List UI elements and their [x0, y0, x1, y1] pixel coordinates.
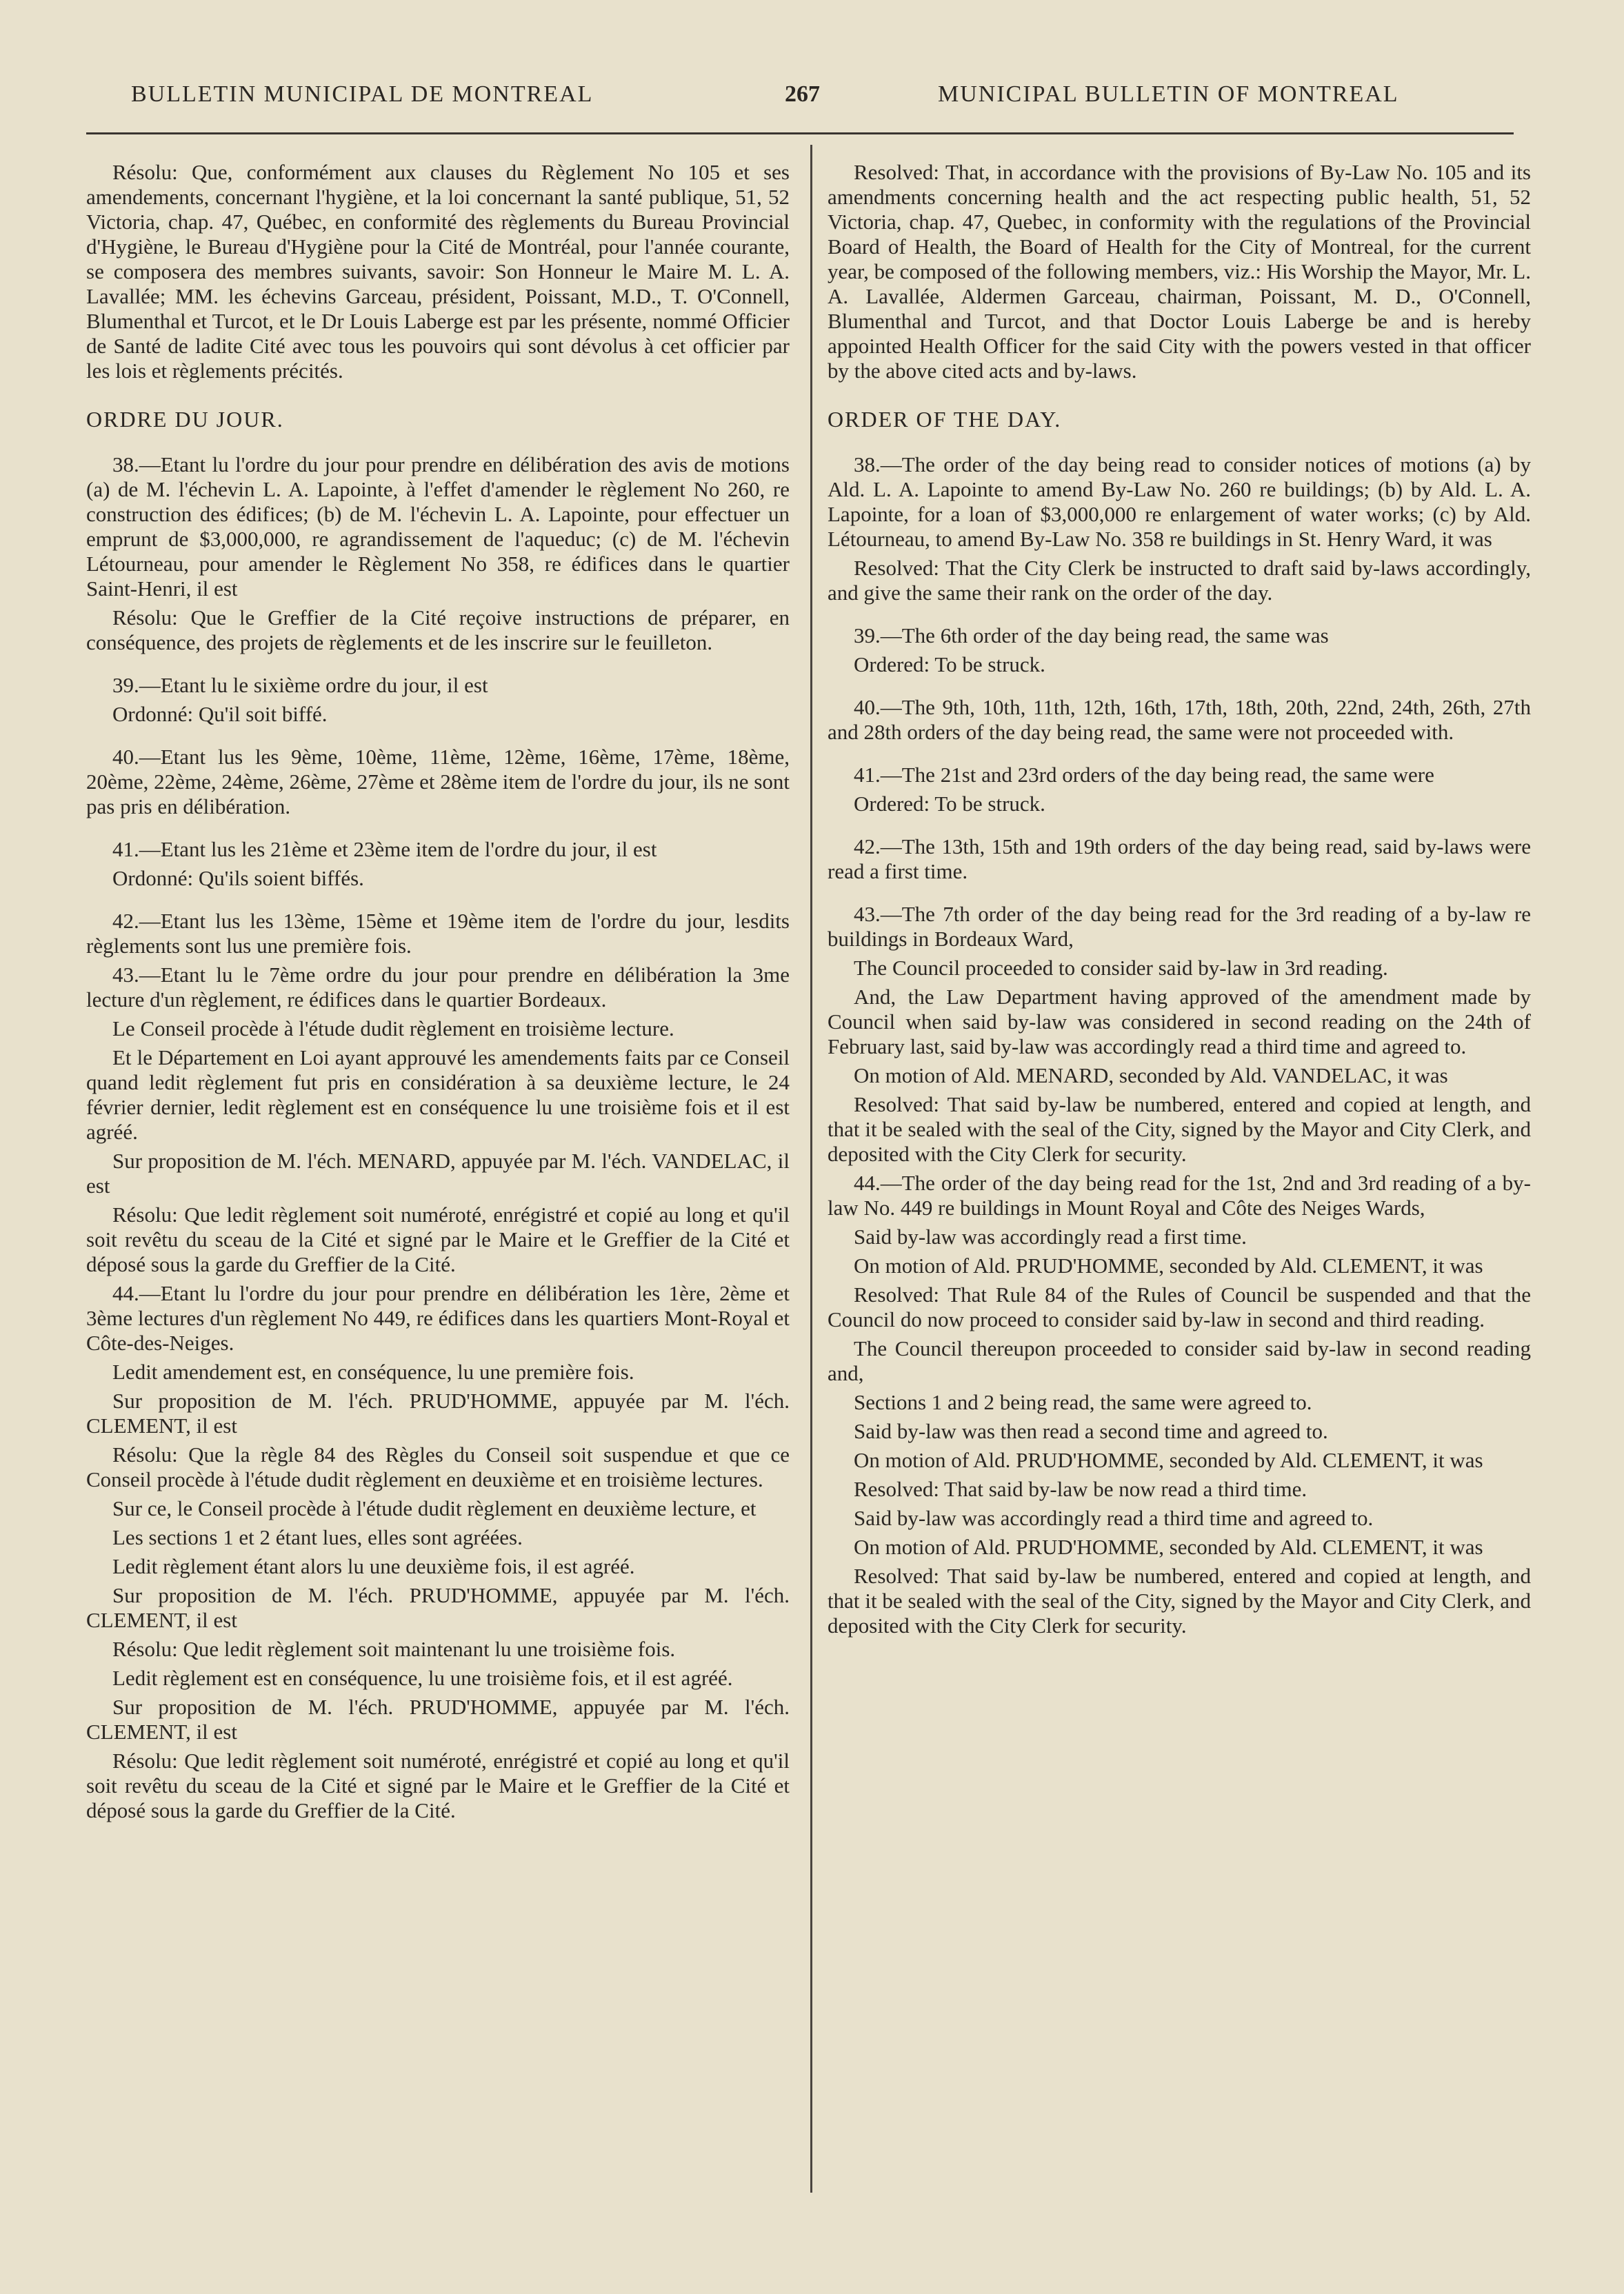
paragraph: 41.—Etant lus les 21ème et 23ème item de l'ordre du jour, il est: [112, 837, 657, 861]
paragraph: Said by-law was accordingly read a third time and agreed to.: [854, 1506, 1374, 1530]
section-heading: ORDER OF THE DAY.: [828, 407, 1062, 432]
paragraph: 39.—Etant lu le sixième ordre du jour, il est: [112, 673, 488, 697]
paragraph: Resolved: That, in accordance with the provisions of By-Law No. 105 and its amendments concerning health and the act respecting public health, 51, 52 Victoria, chap. 47, Quebec, in conformity with the regulations of the Provincial Board of Health, the Board of Health for the City of Montreal, for the current year, be composed of the following members, viz.: His Worship the Mayor, Mr. L. A. Lavallée, Aldermen Garceau, chairman, Poissant, M. D., O'Connell, Blumenthal and Turcot, and that Doctor Louis Laberge be and is hereby appointed Health Officer for the said City with the powers vested in that officer by the above cited acts and by-laws.: [828, 160, 1531, 383]
paragraph: Sur proposition de M. l'éch. PRUD'HOMME, appuyée par M. l'éch. CLEMENT, il est: [86, 1583, 790, 1632]
paragraph: Le Conseil procède à l'étude dudit règlement en troisième lecture.: [112, 1016, 674, 1040]
paragraph: Ordonné: Qu'il soit biffé.: [112, 702, 328, 726]
paragraph: Resolved: That said by-law be numbered, entered and copied at length, and that it be sealed with the seal of the City, signed by the Mayor and City Clerk, and deposited with the City Clerk for security.: [828, 1564, 1531, 1638]
paragraph: Ledit amendement est, en conséquence, lu une première fois.: [112, 1360, 634, 1384]
paragraph: Résolu: Que le Greffier de la Cité reçoive instructions de préparer, en conséquence, des projets de règlements et de les inscrire sur le feuilleton.: [86, 605, 790, 654]
paragraph: 42.—The 13th, 15th and 19th orders of the day being read, said by-laws were read a first time.: [828, 834, 1531, 883]
paragraph: 44.—Etant lu l'ordre du jour pour prendre en délibération les 1ère, 2ème et 3ème lectures d'un règlement No 449, re édifices dans les quartiers Mont-Royal et Côte-des-Neiges.: [86, 1281, 790, 1355]
paragraph: Ordered: To be struck.: [854, 792, 1045, 816]
english-column: [828, 160, 1531, 1642]
paragraph: On motion of Ald. PRUD'HOMME, seconded by Ald. CLEMENT, it was: [854, 1535, 1483, 1559]
paragraph: Sur ce, le Conseil procède à l'étude dudit règlement en deuxième lecture, et: [112, 1496, 756, 1520]
paragraph: On motion of Ald. PRUD'HOMME, seconded by Ald. CLEMENT, it was: [854, 1448, 1483, 1472]
paragraph: 42.—Etant lus les 13ème, 15ème et 19ème item de l'ordre du jour, lesdits règlements sont lus une première fois.: [86, 909, 790, 958]
paragraph: Sur proposition de M. l'éch. MENARD, appuyée par M. l'éch. VANDELAC, il est: [86, 1149, 790, 1198]
paragraph: Résolu: Que la règle 84 des Règles du Conseil soit suspendue et que ce Conseil procède à l'étude dudit règlement en deuxième et en troisième lectures.: [86, 1442, 790, 1491]
paragraph: Resolved: That said by-law be numbered, entered and copied at length, and that it be sealed with the seal of the City, signed by the Mayor and City Clerk, and deposited with the City Clerk for security.: [828, 1092, 1531, 1166]
paragraph: Ledit règlement étant alors lu une deuxième fois, il est agréé.: [112, 1554, 635, 1578]
paragraph: 38.—The order of the day being read to consider notices of motions (a) by Ald. L. A. Lapointe to amend By-Law No. 260 re buildings; (b) by Ald. L. A. Lapointe, for a loan of $3,000,000 re enlargement of water works; (c) by Ald. Létourneau, to amend By-Law No. 358 re buildings in St. Henry Ward, it was: [828, 452, 1531, 551]
paragraph: 43.—The 7th order of the day being read for the 3rd reading of a by-law re buildings in Bordeaux Ward,: [828, 902, 1531, 951]
header-french-title: BULLETIN MUNICIPAL DE MONTREAL: [131, 81, 594, 107]
paragraph: 44.—The order of the day being read for the 1st, 2nd and 3rd reading of a by-law No. 449 re buildings in Mount Royal and Côte des Neiges Wards,: [828, 1171, 1531, 1220]
paragraph: Ordonné: Qu'ils soient biffés.: [112, 866, 364, 890]
paragraph: Résolu: Que, conformément aux clauses du Règlement No 105 et ses amendements, concernant l'hygiène, et la loi concernant la santé publique, 51, 52 Victoria, chap. 47, Québec, en conformité des règlements du Bureau Provincial d'Hygiène, le Bureau d'Hygiène pour la Cité de Montréal, pour l'année courante, se composera des membres suivants, savoir: Son Honneur le Maire M. L. A. Lavallée; MM. les échevins Garceau, président, Poissant, M.D., T. O'Connell, Blumenthal et Turcot, et le Dr Louis Laberge est par les présente, nommé Officier de Santé de ladite Cité avec tous les pouvoirs qui sont dévolus à cet officier par les lois et règlements précités.: [86, 160, 790, 383]
paragraph: 38.—Etant lu l'ordre du jour pour prendre en délibération des avis de motions (a) de M. l'échevin L. A. Lapointe, à l'effet d'amender le règlement No 260, re construction des édifices; (b) de M. l'échevin L. A. Lapointe, pour effectuer un emprunt de $3,000,000, re agrandissement de l'aqueduc; (c) de M. l'échevin Létourneau, pour amender le Règlement No 358, re édifices dans le quartier Saint-Henri, il est: [86, 452, 790, 601]
column-divider: [810, 145, 812, 2193]
header-english-title: MUNICIPAL BULLETIN OF MONTREAL: [938, 81, 1399, 107]
paragraph: Resolved: That said by-law be now read a third time.: [854, 1477, 1307, 1501]
paragraph: And, the Law Department having approved of the amendment made by Council when said by-law was considered in second reading on the 24th of February last, said by-law was accordingly read a third time and agreed to.: [828, 985, 1531, 1058]
page-number: 267: [785, 81, 820, 107]
paragraph: Sur proposition de M. l'éch. PRUD'HOMME, appuyée par M. l'éch. CLEMENT, il est: [86, 1695, 790, 1744]
paragraph: Résolu: Que ledit règlement soit maintenant lu une troisième fois.: [112, 1637, 676, 1661]
paragraph: Sections 1 and 2 being read, the same were agreed to.: [854, 1390, 1312, 1414]
section-heading: ORDRE DU JOUR.: [86, 407, 284, 432]
paragraph: Résolu: Que ledit règlement soit numéroté, enrégistré et copié au long et qu'il soit revêtu du sceau de la Cité et signé par le Maire et le Greffier de la Cité et déposé sous la garde du Greffier de la Cité.: [86, 1749, 790, 1822]
paragraph: 43.—Etant lu le 7ème ordre du jour pour prendre en délibération la 3me lecture d'un règlement, re édifices dans le quartier Bordeaux.: [86, 963, 790, 1012]
paragraph: Said by-law was accordingly read a first time.: [854, 1225, 1247, 1249]
paragraph: Sur proposition de M. l'éch. PRUD'HOMME, appuyée par M. l'éch. CLEMENT, il est: [86, 1389, 790, 1438]
paragraph: 41.—The 21st and 23rd orders of the day being read, the same were: [854, 763, 1434, 787]
paragraph: On motion of Ald. MENARD, seconded by Ald. VANDELAC, it was: [854, 1063, 1448, 1087]
paragraph: Ledit règlement est en conséquence, lu une troisième fois, et il est agréé.: [112, 1666, 733, 1690]
french-column: [86, 160, 790, 1827]
paragraph: The Council thereupon proceeded to consider said by-law in second reading and,: [828, 1336, 1531, 1385]
paragraph: 40.—The 9th, 10th, 11th, 12th, 16th, 17th, 18th, 20th, 22nd, 24th, 26th, 27th and 28th orders of the day being read, the same were not proceeded with.: [828, 695, 1531, 744]
paragraph: Said by-law was then read a second time and agreed to.: [854, 1419, 1328, 1443]
paragraph: Ordered: To be struck.: [854, 652, 1045, 676]
header-rule: [86, 132, 1514, 134]
paragraph: Et le Département en Loi ayant approuvé les amendements faits par ce Conseil quand ledit règlement fut pris en considération à sa deuxième lecture, le 24 février dernier, ledit règlement est en conséquence lu une troisième fois et il est agréé.: [86, 1045, 790, 1144]
paragraph: 39.—The 6th order of the day being read, the same was: [854, 623, 1329, 647]
paragraph: Résolu: Que ledit règlement soit numéroté, enrégistré et copié au long et qu'il soit revêtu du sceau de la Cité et signé par le Maire et le Greffier de la Cité et déposé sous la garde du Greffier de la Cité.: [86, 1203, 790, 1276]
paragraph: On motion of Ald. PRUD'HOMME, seconded by Ald. CLEMENT, it was: [854, 1254, 1483, 1278]
paragraph: Les sections 1 et 2 étant lues, elles sont agréées.: [112, 1525, 523, 1549]
paragraph: Resolved: That Rule 84 of the Rules of Council be suspended and that the Council do now proceed to consider said by-law in second and third reading.: [828, 1282, 1531, 1331]
paragraph: Resolved: That the City Clerk be instructed to draft said by-laws accordingly, and give the same their rank on the order of the day.: [828, 556, 1531, 605]
page-header: [0, 81, 1624, 123]
paragraph: The Council proceeded to consider said by-law in 3rd reading.: [854, 956, 1388, 980]
paragraph: 40.—Etant lus les 9ème, 10ème, 11ème, 12ème, 16ème, 17ème, 18ème, 20ème, 22ème, 24ème, 26ème, 27ème et 28ème item de l'ordre du jour, ils ne sont pas pris en délibération.: [86, 745, 790, 818]
